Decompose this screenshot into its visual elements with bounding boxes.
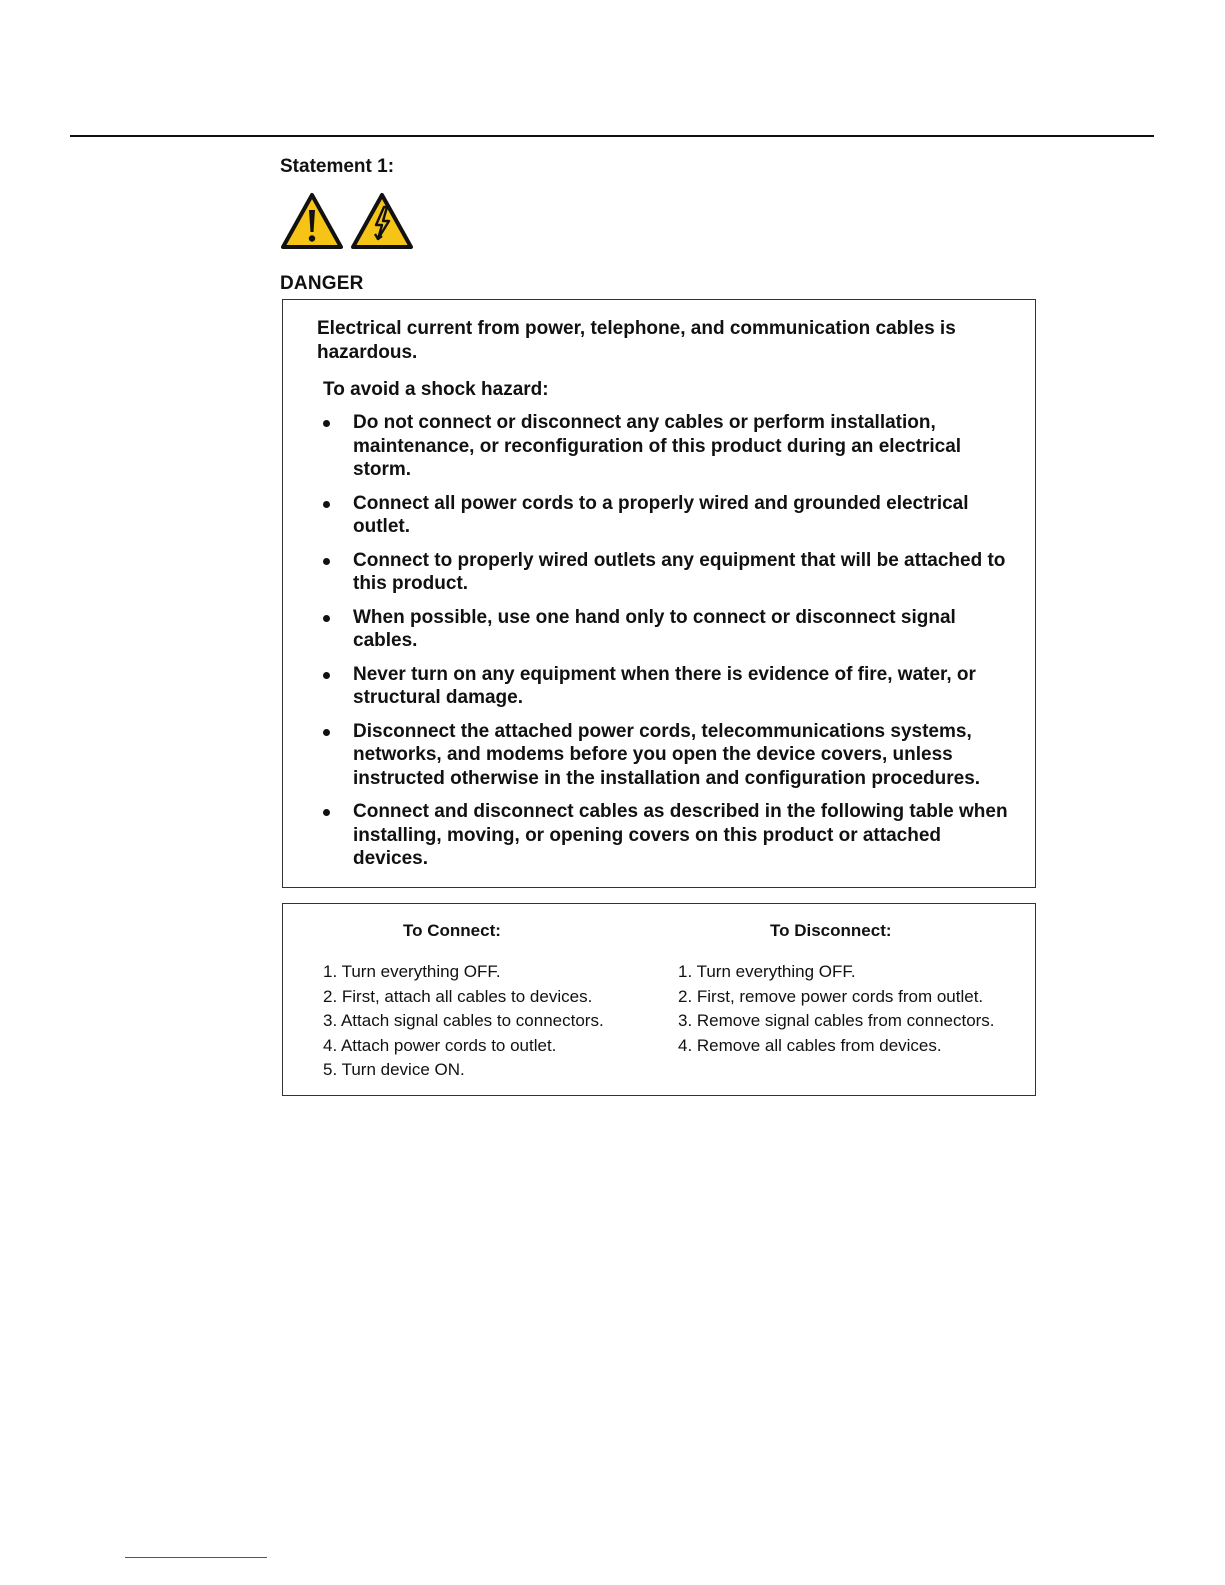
bullet-icon bbox=[323, 729, 330, 736]
avoid-heading: To avoid a shock hazard: bbox=[323, 379, 549, 400]
list-item: 2. First, attach all cables to devices. bbox=[323, 986, 593, 1006]
warning-exclamation-icon bbox=[280, 192, 344, 250]
list-item: Connect all power cords to a properly wired and grounded electrical outlet. bbox=[319, 492, 1019, 539]
list-item: 1. Turn everything OFF. bbox=[678, 962, 856, 981]
list-item: Connect and disconnect cables as described in the following table when installing, moving, or opening covers on this product or attached devices. bbox=[319, 800, 1019, 871]
hazard-icons bbox=[280, 192, 414, 250]
list-item: Never turn on any equipment when there is evidence of fire, water, or structural damage. bbox=[319, 663, 1019, 710]
list-item: Do not connect or disconnect any cables or perform installation, maintenance, or reconfiguration of this product during an electrical storm. bbox=[319, 411, 1019, 482]
disconnect-heading: To Disconnect: bbox=[770, 921, 892, 940]
list-item: 2. First, remove power cords from outlet. bbox=[678, 986, 984, 1006]
top-rule bbox=[70, 135, 1154, 137]
safety-bullets bbox=[319, 411, 1019, 881]
bullet-icon bbox=[323, 558, 330, 565]
connect-steps bbox=[323, 960, 604, 1083]
list-item: 4. Attach power cords to outlet. bbox=[323, 1035, 557, 1055]
footer-link-underline[interactable] bbox=[125, 1557, 267, 1558]
electrical-hazard-icon bbox=[350, 192, 414, 250]
bullet-icon bbox=[323, 809, 330, 816]
list-item: Connect to properly wired outlets any equipment that will be attached to this product. bbox=[319, 549, 1019, 596]
disconnect-steps bbox=[678, 960, 995, 1058]
statement-title: Statement 1: bbox=[280, 156, 395, 177]
bullet-icon bbox=[323, 420, 330, 427]
list-item: Disconnect the attached power cords, telecommunications systems, networks, and modems before you open the device covers, unless instructed otherwise in the installation and configuration procedures. bbox=[319, 720, 1019, 791]
list-item: 1. Turn everything OFF. bbox=[323, 962, 501, 981]
list-item: 5. Turn device ON. bbox=[323, 1060, 465, 1080]
bullet-icon bbox=[323, 615, 330, 622]
list-item: 3. Attach signal cables to connectors. bbox=[323, 1011, 604, 1031]
list-item: 4. Remove all cables from devices. bbox=[678, 1035, 942, 1055]
bullet-icon bbox=[323, 672, 330, 679]
connect-disconnect-table bbox=[282, 903, 1036, 1096]
list-item: When possible, use one hand only to connect or disconnect signal cables. bbox=[319, 606, 1019, 653]
danger-notice-box bbox=[282, 299, 1036, 888]
danger-label: DANGER bbox=[280, 273, 364, 294]
bullet-icon bbox=[323, 501, 330, 508]
hazard-intro: Electrical current from power, telephone, and communication cables is hazardous. bbox=[317, 318, 956, 363]
connect-heading: To Connect: bbox=[403, 921, 501, 940]
list-item: 3. Remove signal cables from connectors. bbox=[678, 1011, 995, 1031]
